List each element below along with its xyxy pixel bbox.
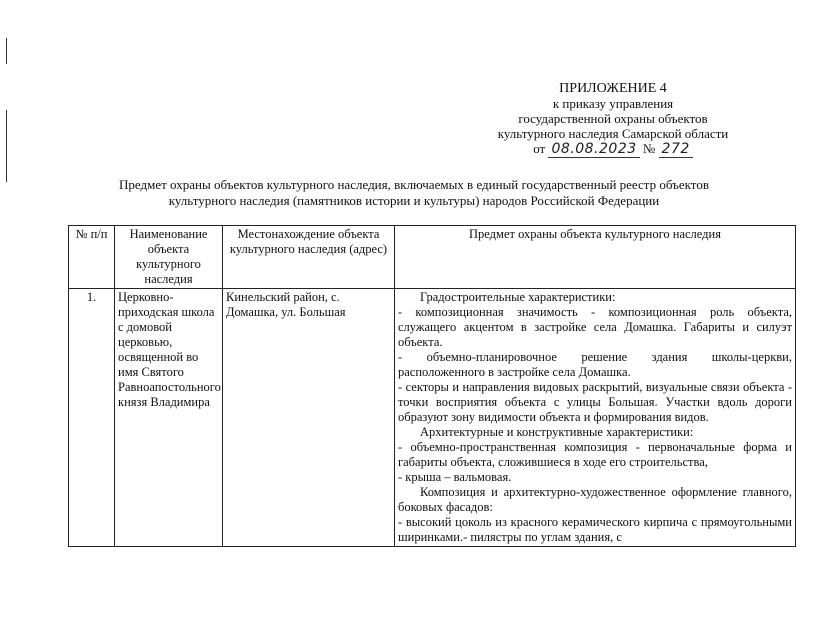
subject-heading: Градостроительные характеристики: bbox=[420, 290, 616, 304]
subject-item: - объемно-планировочное решение здания школы-церкви, расположенного в застройке села Домашка. bbox=[398, 350, 792, 379]
appendix-header bbox=[478, 81, 748, 158]
appendix-title: ПРИЛОЖЕНИЕ 4 bbox=[559, 81, 667, 96]
header-number: № п/п bbox=[69, 226, 115, 289]
subject-item: - секторы и направления видовых раскрытий, визуальные связи объекта - точки восприятия объекта с улицы Большая. Участки вдоль дороги образуют зону видимости объекта и формирования видов. bbox=[398, 380, 792, 424]
document-title: Предмет охраны объектов культурного наследия, включаемых в единый государственный реестр объектов культурного наследия (памятников истории и культуры) народов Российской Федерации bbox=[119, 177, 709, 208]
subject-heading: Архитектурные и конструктивные характеристики: bbox=[420, 425, 694, 439]
subject-item: - крыша – вальмовая. bbox=[398, 470, 512, 484]
date-prefix: от bbox=[533, 141, 546, 156]
object-name: Церковно-приходская школа с домовой церковью, освященной во имя Святого Равноапостольного князя Владимира bbox=[115, 289, 223, 547]
header-name: Наименование объекта культурного наследия bbox=[115, 226, 223, 289]
handwritten-number: 272 bbox=[659, 142, 693, 158]
appendix-line: государственной охраны объектов bbox=[518, 111, 708, 126]
row-number: 1. bbox=[69, 289, 115, 547]
margin-mark bbox=[6, 38, 7, 64]
header-address: Местонахождение объекта культурного наследия (адрес) bbox=[223, 226, 395, 289]
handwritten-date: 08.08.2023 bbox=[548, 142, 639, 158]
header-subject: Предмет охраны объекта культурного наследия bbox=[395, 226, 796, 289]
number-prefix: № bbox=[642, 141, 656, 156]
subject-item: - высокий цоколь из красного керамического кирпича с прямоугольными ширинками.- пилястры по углам здания, с bbox=[398, 515, 792, 544]
subject-heading: Композиция и архитектурно-художественное оформление главного, боковых фасадов: bbox=[398, 485, 792, 514]
appendix-line: культурного наследия Самарской области bbox=[497, 126, 729, 141]
table-row bbox=[69, 289, 796, 547]
object-address: Кинельский район, с. Домашка, ул. Большая bbox=[223, 289, 395, 547]
protection-table bbox=[68, 225, 796, 547]
table-header-row bbox=[69, 226, 796, 289]
order-date-line bbox=[478, 141, 748, 158]
margin-mark bbox=[6, 110, 7, 182]
subject-item: - объемно-пространственная композиция - первоначальные форма и габариты объекта, сложившиеся в ходе его строительства, bbox=[398, 440, 792, 469]
protection-subject bbox=[395, 289, 796, 547]
subject-item: - композиционная значимость - композиционная роль объекта, служащего акцентом в застройке села Домашка. Габариты и силуэт объекта. bbox=[398, 305, 792, 349]
appendix-line: к приказу управления bbox=[552, 96, 674, 111]
